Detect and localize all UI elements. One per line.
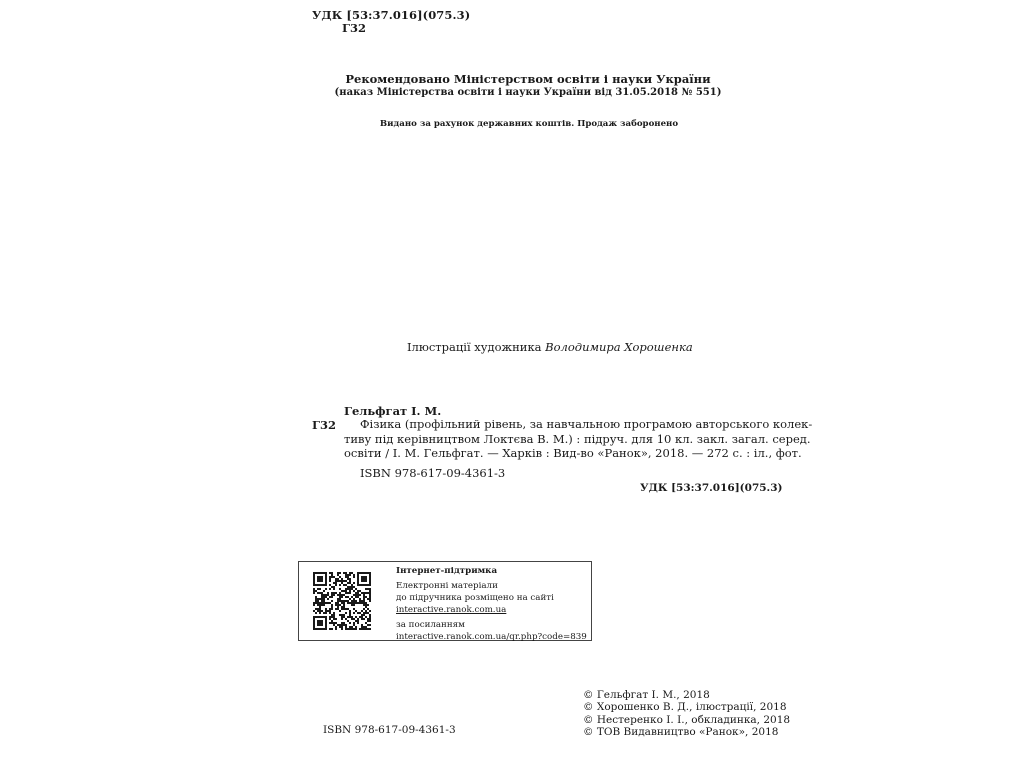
recommendation-order: (наказ Міністерства освіти і науки України від 31.05.2018 № 551) bbox=[334, 87, 722, 98]
illustrations-artist: Володимира Хорошенка bbox=[545, 340, 693, 354]
internet-support-title: Інтернет-підтримка bbox=[396, 566, 498, 576]
copyright-line: © Нестеренко І. І., обкладинка, 2018 bbox=[583, 713, 791, 726]
catalog-description bbox=[344, 417, 813, 461]
copyright-line: © Гельфгат І. М., 2018 bbox=[583, 689, 710, 701]
qr-code-icon[interactable] bbox=[313, 572, 371, 630]
internet-support-link-intro: за посиланням bbox=[396, 619, 465, 630]
internet-support-box bbox=[298, 561, 592, 641]
bbk-code-top: Г32 bbox=[342, 21, 366, 35]
copyright-line: © ТОВ Видавництво «Ранок», 2018 bbox=[583, 725, 779, 738]
internet-support-site-link[interactable]: interactive.ranok.com.ua bbox=[396, 605, 507, 616]
recommendation-title: Рекомендовано Міністерством освіти і науки України bbox=[345, 72, 711, 86]
internet-support-line: Електронні матеріали bbox=[396, 580, 498, 591]
catalog-description-line: тиву під керівництвом Локтєва В. М.) : підруч. для 10 кл. закл. загал. серед. bbox=[344, 431, 811, 446]
udk-code-top: УДК [53:37.016](075.3) bbox=[312, 8, 471, 22]
copyright-line: © Хорошенко В. Д., ілюстрації, 2018 bbox=[583, 701, 787, 714]
funding-note: Видано за рахунок державних коштів. Продаж заборонено bbox=[379, 119, 679, 129]
catalog-description-line: освіти / І. М. Гельфгат. — Харків : Вид-во «Ранок», 2018. — 272 с. : іл., фот. bbox=[344, 446, 802, 460]
catalog-code: Г32 bbox=[312, 418, 336, 432]
illustrations-credit bbox=[407, 340, 693, 354]
isbn-bottom: ISBN 978-617-09-4361-3 bbox=[323, 724, 456, 736]
catalog-isbn: ISBN 978-617-09-4361-3 bbox=[360, 466, 506, 480]
catalog-udk: УДК [53:37.016](075.3) bbox=[640, 482, 783, 494]
internet-support-qr-link[interactable]: interactive.ranok.com.ua/qr.php?code=839 bbox=[396, 632, 587, 643]
catalog-description-line: Фізика (профільний рівень, за навчальною програмою авторського колек- bbox=[360, 417, 813, 431]
illustrations-prefix: Ілюстрації художника bbox=[407, 340, 546, 354]
internet-support-line: до підручника розміщено на сайті bbox=[396, 592, 554, 603]
copyright-notices bbox=[583, 689, 790, 738]
internet-support-text bbox=[396, 565, 587, 643]
catalog-author: Гельфгат І. М. bbox=[344, 404, 442, 418]
